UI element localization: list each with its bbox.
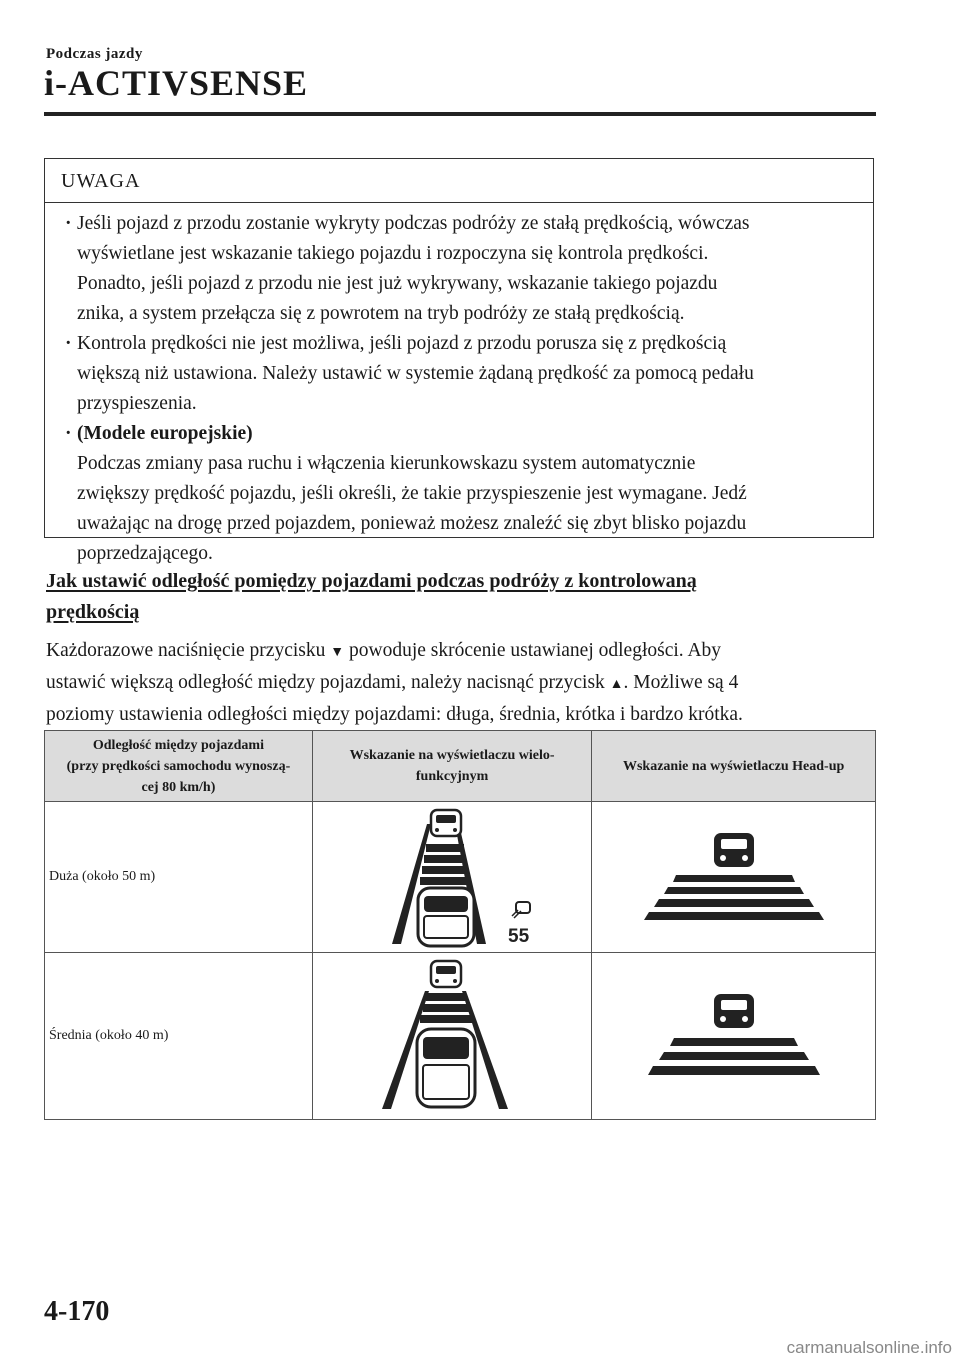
bullet-icon: ·: [65, 423, 72, 444]
hud-car-icon: [714, 833, 754, 867]
multifunction-display-cell: [312, 802, 591, 953]
note-line: Kontrola prędkości nie jest możliwa, jeśli pojazd z przodu porusza się z prędkością: [77, 333, 727, 354]
header-text: Odległość między pojazdami: [92, 737, 264, 753]
page-number: 4-170: [44, 1296, 110, 1327]
set-speed-text: 55: [508, 926, 530, 947]
note-line: uważając na drogę przed pojazdem, ponieważ możesz znaleźć się zbyt blisko pojazdu: [77, 513, 747, 534]
distance-table: [44, 730, 876, 1120]
paragraph-text: poziomy ustawienia odległości między pojazdami: długa, średnia, krótka i bardzo krótka.: [46, 704, 743, 725]
header-text: funkcyjnym: [415, 769, 489, 784]
bullet-icon: ·: [65, 333, 72, 354]
header-text: Wskazanie na wyświetlaczu Head-up: [622, 758, 845, 774]
subheading: [46, 566, 846, 628]
cruise-distance-icon: [512, 902, 530, 918]
paragraph-text: ustawić większą odległość między pojazdami, należy nacisnąć przycisk: [46, 672, 610, 693]
header-text: cej 80 km/h): [141, 779, 216, 795]
paragraph: [46, 636, 876, 730]
table-row: [45, 802, 876, 953]
paragraph-text: . Możliwe są 4: [623, 672, 739, 693]
note-item-heading: (Modele europejskie): [77, 423, 253, 444]
note-line: Ponadto, jeśli pojazd z przodu nie jest już wykrywany, wskazanie takiego pojazdu: [77, 273, 718, 294]
headup-display-cell: [592, 953, 876, 1120]
note-line: przyspieszenia.: [77, 393, 197, 414]
header-multifunction-display: [312, 731, 591, 802]
hud-car-icon: [714, 994, 754, 1028]
note-item: [65, 419, 853, 569]
own-car-icon: [417, 1029, 475, 1107]
own-car-icon: [418, 888, 474, 946]
subheading-line: Jak ustawić odległość pomiędzy pojazdami podczas podróży z kontrolowaną: [46, 570, 697, 592]
section-label: Podczas jazdy: [46, 46, 143, 62]
note-item: [65, 209, 853, 329]
chapter-title: i-ACTIVSENSE: [44, 63, 309, 103]
note-line: Podczas zmiany pasa ruchu i włączenia kierunkowskazu system automatycznie: [77, 453, 696, 474]
note-body: [45, 203, 873, 569]
distance-label: Średnia (około 40 m): [45, 953, 313, 1120]
front-car-icon: [431, 810, 461, 836]
hud-medium-illustration: [639, 988, 829, 1084]
distance-label: Duża (około 50 m): [45, 802, 313, 953]
note-box: [44, 158, 874, 564]
paragraph-text: Każdorazowe naciśnięcie przycisku: [46, 640, 331, 661]
header-text: (przy prędkości samochodu wynoszą-: [66, 758, 291, 774]
hud-long-illustration: [624, 827, 844, 927]
header-headup-display: [592, 731, 876, 802]
bullet-icon: ·: [65, 213, 72, 234]
mid-display-long-illustration: [352, 804, 552, 950]
note-line: poprzedzającego.: [77, 543, 213, 564]
paragraph-text: powoduje skrócenie ustawianej odległości. Aby: [344, 640, 722, 661]
note-line: znika, a system przełącza się z powrotem na tryb podróży ze stałą prędkością.: [77, 303, 685, 324]
note-line: wyświetlane jest wskazanie takiego pojazdu i rozpoczyna się kontrola prędkości.: [77, 243, 709, 264]
table-header-row: [45, 731, 876, 802]
header-distance: [45, 731, 313, 802]
note-line: większą niż ustawiona. Należy ustawić w systemie żądaną prędkość za pomocą pedału: [77, 363, 754, 384]
multifunction-display-cell: [312, 953, 591, 1120]
note-line: Jeśli pojazd z przodu zostanie wykryty podczas podróży ze stałą prędkością, wówczas: [77, 213, 750, 234]
title-rule: [44, 112, 876, 116]
up-triangle-icon: ▲: [609, 677, 624, 692]
down-triangle-icon: ▼: [330, 645, 345, 660]
note-title: UWAGA: [45, 159, 873, 203]
header-text: Wskazanie na wyświetlaczu wielo-: [349, 748, 555, 763]
table-row: [45, 953, 876, 1120]
mid-display-medium-illustration: [377, 957, 527, 1115]
note-line: zwiększy prędkość pojazdu, jeśli określi, że takie przyspieszenie jest wymagane. Jedź: [77, 483, 747, 504]
note-item: [65, 329, 853, 419]
headup-display-cell: [592, 802, 876, 953]
watermark: carmanualsonline.info: [786, 1338, 952, 1357]
front-car-icon: [431, 961, 461, 987]
subheading-line: prędkością: [46, 601, 140, 623]
